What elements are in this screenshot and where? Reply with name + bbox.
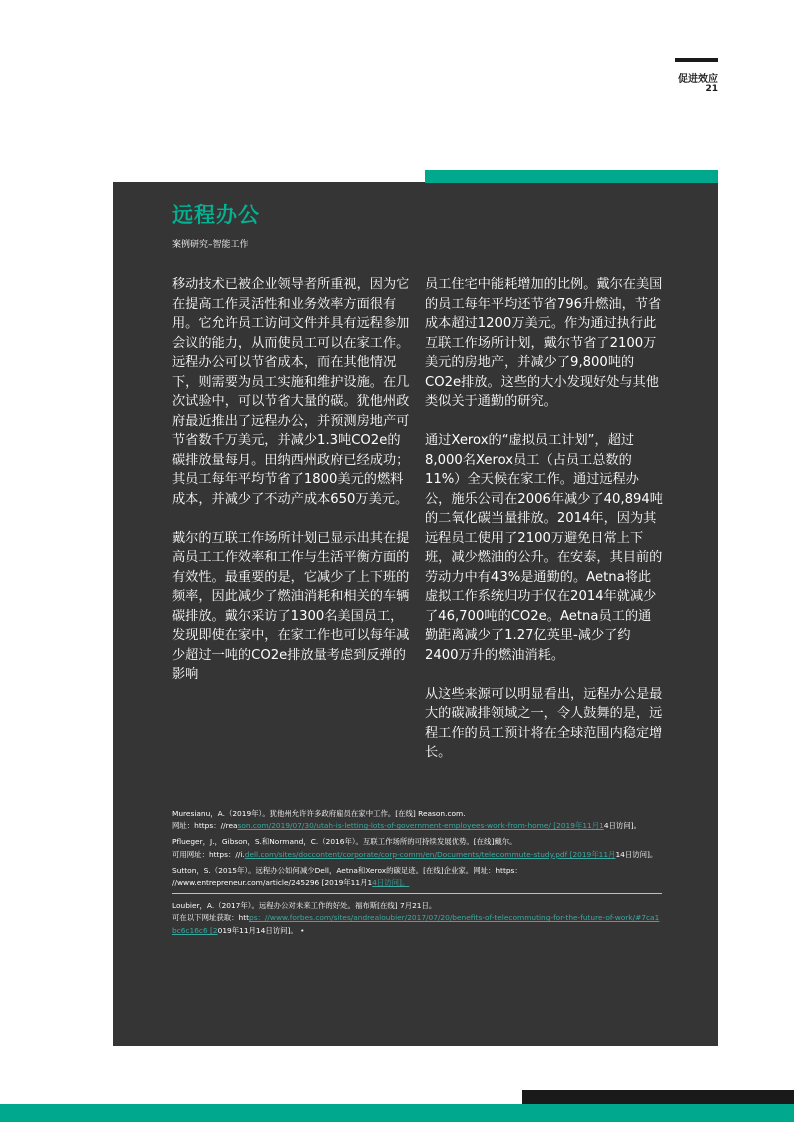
reference-url-prefix: 可用网址：https：//i. [172,849,245,859]
reference-url-prefix: //www.entrepreneur.com/article/245296 [2019年11月1 [172,878,373,888]
reference-text: Pflueger，J.，Gibson，S.和Normand，C.（2016年）。互联工作场所的可持续发展优势。[在线]戴尔。 [172,837,517,847]
reference-item [172,808,662,832]
reference-link[interactable]: dell.com/sites/doccontent/corporate/corp-comm/en/Documents/telecommute-study.pdf [2019年11月 [244,849,616,859]
paragraph: 员工住宅中能耗增加的比例。戴尔在美国的员工每年平均还节省796升燃油，节省成本超过1200万美元。作为通过执行此互联工作场所计划，戴尔节省了2100万美元的房地产，并减少了9,800吨的CO2e排放。这些的大小发现好处与其他类似关于通勤的研究。 [425,277,663,409]
page-number: 21 [705,84,718,94]
header-rule [675,58,718,62]
reference-url-suffix: 019年11月14日访问]。 • [217,925,305,935]
reference-text: Muresianu，A.（2019年）。犹他州允许许多政府雇员在家中工作。[在线] Reason.com. [172,809,466,818]
paragraph: 移动技术已被企业领导者所重视，因为它在提高工作灵活性和业务效率方面很有用。它允许员工访问文件并具有远程参加会议的能力，从而使员工可以在家工作。远程办公可以节省成本，而在其他情况下，则需要为员工实施和维护设施。在几次试验中，可以节省大量的碳。犹他州政府最近推出了远程办公，并预测房地产可节省数千万美元，并减少1.3吨CO2e的碳排放量每月。田纳西州政府已经成功；其员工每年平均节省了1800美元的燃料成本，并减少了不动产成本650万美元。 [172,277,410,507]
reference-url-line [172,820,662,832]
reference-text: Sutton，S.（2015年）。远程办公如何减少Dell，Aetna和Xerox的碳足迹。[在线]企业家。网址：https： [172,865,522,875]
left-column [172,275,410,704]
right-column [425,275,663,782]
panel-accent-bar [425,170,718,183]
footer-accent-bar [0,1104,794,1122]
paragraph: 从这些来源可以明显看出，远程办公是最大的碳减排领域之一，令人鼓舞的是，远程工作的员工预计将在全球范围内稳定增长。 [425,686,663,760]
paragraph: 戴尔的互联工作场所计划已显示出其在提高员工工作效率和工作与生活平衡方面的有效性。最重要的是，它减少了上下班的频率，因此减少了燃油消耗和相关的车辆碳排放。戴尔采访了1300名美国员工，发现即使在家中，在家工作也可以每年减少超过一吨的CO2e排放量考虑到反弹的影响 [172,530,410,682]
reference-link[interactable]: 4日访问]。 [372,878,410,888]
reference-url-line [172,912,662,936]
reference-item [172,836,662,860]
references [172,808,662,941]
section-title: 促进效应 [678,74,718,85]
reference-url-prefix: 可在以下网址获取：htt [172,913,249,923]
reference-url-line [172,877,662,889]
reference-item [172,900,662,937]
reference-link[interactable]: ps：//www.forbes.com/sites/andrealoubier/2017/07/20/benefits-of-telecommuting-for-the-future-of-work/#7ca1bc6c16c6 [2 [172,913,660,935]
reference-url-prefix: 网址：https：//rea [172,821,238,831]
reference-url-line [172,849,662,861]
reference-url-suffix: 4日访问]。 [603,821,641,831]
footer-dark-bar [522,1090,794,1104]
reference-text: Loubier，A.（2017年）。远程办公对未来工作的好处。福布斯[在线] 7月21日。 [172,901,437,911]
article-title: 远程办公 [172,203,260,227]
reference-divider [172,893,662,894]
paragraph: 通过Xerox的“虚拟员工计划”，超过8,000名Xerox员工（占员工总数的11%）全天候在家工作。通过远程办公，施乐公司在2006年减少了40,894吨的二氧化碳当量排放。2014年，因为其远程员工使用了2100万避免日常上下班，减少燃油的公升。在安泰，其目前的劳动力中有43%是通勤的。Aetna将此虚拟工作系统归功于仅在2014年就减少了46,700吨的CO2e。Aetna员工的通勤距离减少了1.27亿英里-减少了约2400万升的燃油消耗。 [425,433,663,663]
article-subtitle: 案例研究–智能工作 [172,240,249,250]
reference-item [172,865,662,889]
reference-link[interactable]: son.com/2019/07/30/utah-is-letting-lots-of-government-employees-work-from-home/ [2019年11月1 [237,821,604,831]
reference-url-suffix: 14日访问]。 [615,849,658,859]
